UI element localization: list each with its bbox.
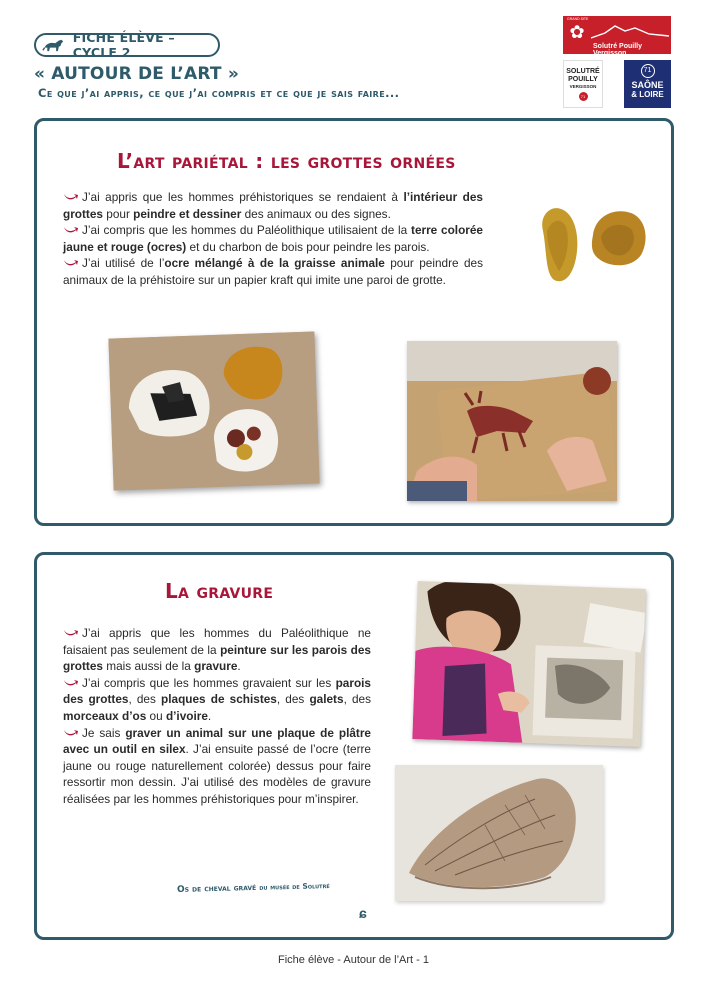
arrow-bullet-icon [63, 258, 79, 267]
saone-badge-icon [641, 64, 655, 78]
text-run: et du charbon de bois pour peindre les parois. [186, 239, 430, 254]
girl-engraving-photo [412, 581, 645, 747]
saone-badge: 71 [643, 67, 652, 74]
bold-text: d’ivoire [165, 708, 208, 723]
text-run: Je sais [82, 725, 126, 740]
ocre-stones-photo [533, 201, 653, 291]
bold-text: gravure [194, 659, 238, 674]
section2-paragraph [63, 625, 371, 675]
text-run: J’ai appris que les hommes préhistoriques se rendaient à [82, 190, 404, 204]
spv-line1: SOLUTRÉ [566, 68, 600, 75]
spv-badge-icon [579, 92, 588, 101]
text-run: J’ai appris que les hommes du Paléolithique ne faisaient pas seulement de la [63, 626, 371, 657]
section-art-parietal [34, 118, 674, 526]
bold-text: peinture sur les parois des grottes [63, 642, 371, 674]
saone-line1: SAÔNE [631, 80, 664, 90]
saone-et-loire-logo [624, 60, 671, 108]
bold-text: ocre mélangé à de la graisse animale [164, 256, 385, 271]
caption-main: Os de cheval gravé [176, 882, 257, 895]
text-run: . [237, 659, 241, 674]
bold-text: graver un animal sur une plaque de plâtre avec un outil en silex [63, 725, 371, 757]
text-run: J’ai utilisé de l’ [82, 256, 165, 271]
shells-pigments-photo [108, 331, 319, 490]
curl-ornament-icon: ɕ [359, 905, 367, 921]
spv-line2: POUILLY [568, 76, 598, 83]
text-run: pour peindre des animaux de la préhistoire sur un papier kraft qui imite une paroi de grotte. [63, 256, 483, 287]
page-footer: Fiche élève - Autour de l’Art - 1 [277, 954, 429, 966]
logo-small-text: GRAND SITE [567, 17, 589, 21]
text-run: pour [102, 206, 134, 221]
spv-logo [563, 60, 603, 108]
text-run: ou [146, 708, 166, 723]
section2-text [63, 625, 371, 808]
arrow-bullet-icon [63, 728, 79, 737]
text-run: , des [276, 692, 310, 707]
section2-title: La gravure [165, 579, 274, 603]
section-gravure [34, 552, 674, 940]
fiche-badge [34, 30, 220, 60]
bold-text: l’intérieur des grottes [63, 190, 483, 221]
logo-text: Solutré Pouilly Vergisson [593, 43, 643, 57]
arrow-bullet-icon [63, 678, 79, 687]
bold-text: plaques de schistes [161, 692, 277, 707]
text-run: , des [128, 692, 162, 707]
bold-text: peindre et dessiner [133, 206, 242, 221]
arrow-bullet-icon [63, 192, 79, 201]
text-run: des animaux ou des signes. [241, 206, 391, 221]
section1-paragraph [63, 222, 483, 255]
section1-title: L’art pariétal : les grottes ornées [117, 149, 456, 173]
text-run: mais aussi de la [102, 659, 195, 674]
horse-icon [42, 37, 67, 53]
section1-paragraph [63, 189, 483, 222]
arrow-bullet-icon [63, 225, 79, 234]
text-run: J’ai compris que les hommes gravaient sur les [82, 675, 336, 690]
page-subtitle: Ce que j’ai appris, ce que j’ai compris et ce que je sais faire... [38, 86, 400, 100]
text-run: J’ai compris que les hommes du Paléolithique utilisaient de la [82, 223, 412, 238]
caption-tail: du musée de Solutré [259, 881, 330, 892]
badge-label: FICHE ÉLÈVE – CYCLE 2 [72, 30, 175, 60]
text-run: , des [343, 692, 371, 707]
flower-icon: ✿ [569, 22, 585, 42]
engraved-horse-bone-photo [395, 765, 603, 901]
section1-text [63, 189, 483, 289]
bold-text: terre colorée jaune et rouge (ocres) [63, 223, 483, 254]
text-run: . [207, 708, 212, 723]
children-painting-photo [407, 341, 617, 501]
spv-line3: VERGISSON [569, 84, 597, 89]
arrow-bullet-icon [63, 628, 79, 637]
bold-text: parois des grottes [63, 675, 371, 707]
page-title: « AUTOUR DE L’ART » [34, 64, 240, 84]
section2-paragraph [63, 675, 371, 725]
mountain-icon [591, 22, 669, 40]
bone-caption [177, 881, 330, 895]
solutre-grand-site-logo [563, 16, 671, 57]
bold-text: morceaux d’os [63, 708, 147, 723]
text-run: . J’ai ensuite passé de l’ocre (terre jaune ou rouge naturellement colorée) dessus pour faire ressortir mon dessin. J’ai utilisé des modèles de gravure réalisées par les hommes préhistoriques pour m’inspirer. [63, 742, 371, 806]
saone-line2: & LOIRE [631, 90, 664, 99]
bold-text: galets [309, 692, 344, 707]
section2-paragraph [63, 725, 371, 808]
spv-badge: 71 [580, 94, 586, 99]
section1-paragraph [63, 255, 483, 288]
